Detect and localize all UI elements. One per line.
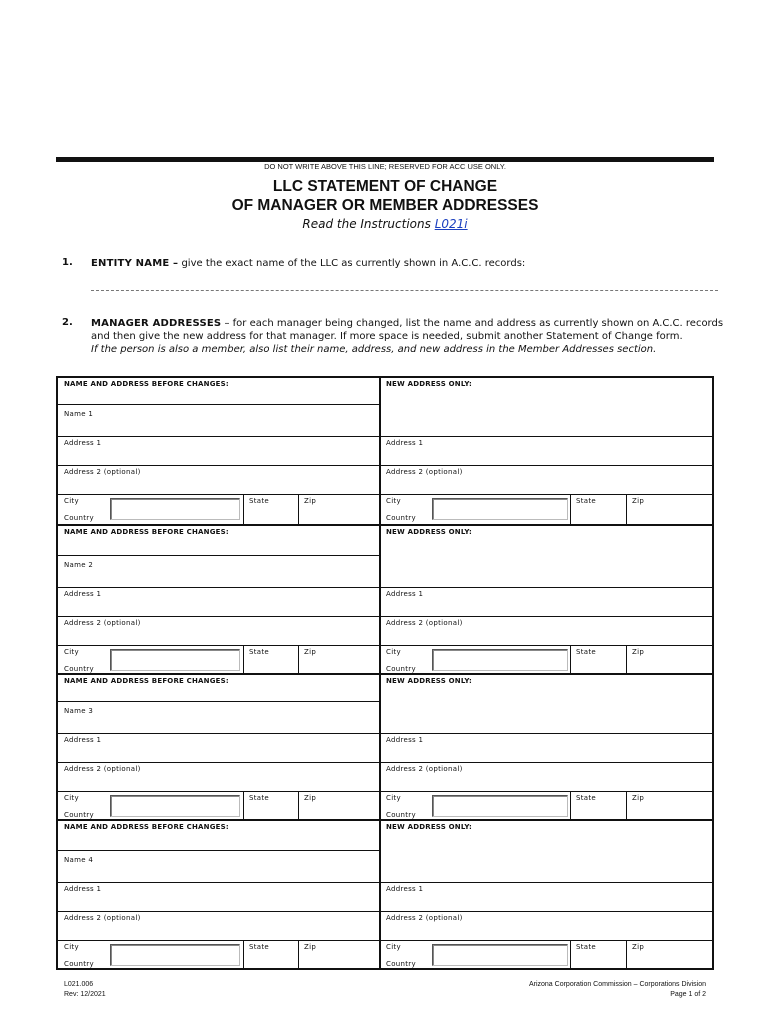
- new-state-label: State: [576, 497, 597, 505]
- name-label: Name 2: [64, 561, 94, 569]
- row-line: [58, 850, 379, 851]
- cell-divider: [243, 940, 244, 970]
- new-country-label: Country: [386, 514, 416, 522]
- reserved-note: DO NOT WRITE ABOVE THIS LINE; RESERVED FOR ACC USE ONLY.: [264, 162, 506, 171]
- cell-divider: [298, 494, 299, 524]
- new-address-1-label: Address 1: [386, 736, 424, 744]
- instructions-link[interactable]: L021i: [434, 217, 468, 231]
- address-1-label: Address 1: [64, 439, 102, 447]
- agency-name: Arizona Corporation Commission – Corporations Division: [528, 981, 706, 988]
- zip-label: Zip: [304, 794, 317, 802]
- item-1-label: ENTITY NAME –: [91, 258, 179, 269]
- new-zip-label: Zip: [632, 648, 645, 656]
- row-line: [58, 882, 712, 883]
- cell-divider: [570, 791, 571, 821]
- item-2-line-2: and then give the new address for that manager. If more space is needed, submit another Statement of Change form.: [91, 331, 683, 342]
- row-line: [58, 701, 379, 702]
- zip-label: Zip: [304, 497, 317, 505]
- item-2-number: 2.: [62, 317, 73, 328]
- before-changes-header: NAME AND ADDRESS BEFORE CHANGES:: [64, 677, 229, 685]
- row-line: [58, 404, 379, 405]
- address-1-label: Address 1: [64, 590, 102, 598]
- new-country-label: Country: [386, 960, 416, 968]
- new-address-1-label: Address 1: [386, 590, 424, 598]
- new-city-label: City: [386, 648, 401, 656]
- name-label: Name 4: [64, 856, 94, 864]
- cell-divider: [626, 645, 627, 675]
- new-address-header: NEW ADDRESS ONLY:: [386, 823, 473, 831]
- new-country-select[interactable]: [432, 944, 568, 966]
- row-line: [58, 465, 712, 466]
- row-line: [58, 494, 712, 495]
- row-line: [58, 587, 712, 588]
- address-1-label: Address 1: [64, 885, 102, 893]
- footer-right: [529, 980, 706, 1000]
- state-label: State: [249, 648, 270, 656]
- new-country-label: Country: [386, 811, 416, 819]
- new-zip-label: Zip: [632, 497, 645, 505]
- manager-address-table: [56, 376, 714, 970]
- item-2-label: MANAGER ADDRESSES: [91, 318, 222, 329]
- cell-divider: [298, 940, 299, 970]
- new-country-select[interactable]: [432, 498, 568, 520]
- zip-label: Zip: [304, 943, 317, 951]
- name-label: Name 3: [64, 707, 94, 715]
- zip-label: Zip: [304, 648, 317, 656]
- city-label: City: [64, 648, 79, 656]
- row-line: [58, 791, 712, 792]
- cell-divider: [570, 494, 571, 524]
- cell-divider: [626, 494, 627, 524]
- cell-divider: [243, 494, 244, 524]
- cell-divider: [298, 645, 299, 675]
- address-2-label: Address 2 (optional): [64, 914, 141, 922]
- page-number: Page 1 of 2: [670, 991, 706, 998]
- before-changes-header: NAME AND ADDRESS BEFORE CHANGES:: [64, 380, 229, 388]
- form-revision: Rev: 12/2021: [64, 991, 106, 998]
- column-divider: [379, 378, 381, 524]
- cell-divider: [570, 645, 571, 675]
- state-label: State: [249, 794, 270, 802]
- cell-divider: [626, 791, 627, 821]
- row-line: [58, 616, 712, 617]
- address-1-label: Address 1: [64, 736, 102, 744]
- cell-divider: [298, 791, 299, 821]
- country-select[interactable]: [110, 498, 240, 520]
- entity-name-field[interactable]: [91, 290, 718, 291]
- column-divider: [379, 526, 381, 673]
- new-address-2-label: Address 2 (optional): [386, 914, 463, 922]
- cell-divider: [243, 645, 244, 675]
- country-select[interactable]: [110, 944, 240, 966]
- column-divider: [379, 675, 381, 819]
- column-divider: [379, 821, 381, 968]
- new-city-label: City: [386, 943, 401, 951]
- cell-divider: [626, 940, 627, 970]
- row-line: [58, 555, 379, 556]
- city-label: City: [64, 794, 79, 802]
- manager-block-2: [58, 524, 712, 673]
- manager-block-1: [58, 378, 712, 524]
- country-label: Country: [64, 811, 94, 819]
- item-2-text: [91, 317, 741, 356]
- new-zip-label: Zip: [632, 794, 645, 802]
- row-line: [58, 733, 712, 734]
- new-state-label: State: [576, 648, 597, 656]
- new-address-header: NEW ADDRESS ONLY:: [386, 677, 473, 685]
- country-select[interactable]: [110, 649, 240, 671]
- new-address-1-label: Address 1: [386, 885, 424, 893]
- city-label: City: [64, 943, 79, 951]
- country-label: Country: [64, 665, 94, 673]
- country-label: Country: [64, 514, 94, 522]
- row-line: [58, 762, 712, 763]
- row-line: [58, 436, 712, 437]
- new-country-select[interactable]: [432, 795, 568, 817]
- country-select[interactable]: [110, 795, 240, 817]
- row-line: [58, 940, 712, 941]
- new-state-label: State: [576, 943, 597, 951]
- cell-divider: [243, 791, 244, 821]
- new-state-label: State: [576, 794, 597, 802]
- before-changes-header: NAME AND ADDRESS BEFORE CHANGES:: [64, 528, 229, 536]
- new-city-label: City: [386, 497, 401, 505]
- manager-block-4: [58, 819, 712, 968]
- read-instructions: [0, 217, 770, 231]
- before-changes-header: NAME AND ADDRESS BEFORE CHANGES:: [64, 823, 229, 831]
- item-2-line-3: If the person is also a member, also list their name, address, and new address in the Member Addresses section.: [91, 344, 657, 355]
- form-title-line-2: OF MANAGER OR MEMBER ADDRESSES: [231, 197, 539, 214]
- new-address-2-label: Address 2 (optional): [386, 619, 463, 627]
- form-title-line-1: LLC STATEMENT OF CHANGE: [272, 178, 498, 195]
- state-label: State: [249, 497, 270, 505]
- new-address-header: NEW ADDRESS ONLY:: [386, 528, 473, 536]
- new-address-header: NEW ADDRESS ONLY:: [386, 380, 473, 388]
- item-1-number: 1.: [62, 257, 73, 268]
- state-label: State: [249, 943, 270, 951]
- read-instructions-text: Read the Instructions: [302, 217, 435, 231]
- address-2-label: Address 2 (optional): [64, 619, 141, 627]
- manager-block-3: [58, 673, 712, 819]
- row-line: [58, 645, 712, 646]
- new-address-1-label: Address 1: [386, 439, 424, 447]
- item-2-line-1: – for each manager being changed, list the name and address as currently shown on A.C.C. records: [221, 318, 724, 329]
- item-1-description: give the exact name of the LLC as currently shown in A.C.C. records:: [178, 258, 526, 269]
- new-zip-label: Zip: [632, 943, 645, 951]
- country-label: Country: [64, 960, 94, 968]
- item-1-text: [91, 257, 525, 270]
- name-label: Name 1: [64, 410, 94, 418]
- cell-divider: [570, 940, 571, 970]
- new-country-label: Country: [386, 665, 416, 673]
- new-address-2-label: Address 2 (optional): [386, 765, 463, 773]
- new-address-2-label: Address 2 (optional): [386, 468, 463, 476]
- new-country-select[interactable]: [432, 649, 568, 671]
- city-label: City: [64, 497, 79, 505]
- row-line: [58, 911, 712, 912]
- new-city-label: City: [386, 794, 401, 802]
- form-code: L021.006: [64, 981, 94, 988]
- address-2-label: Address 2 (optional): [64, 468, 141, 476]
- footer-left: [64, 980, 106, 1000]
- address-2-label: Address 2 (optional): [64, 765, 141, 773]
